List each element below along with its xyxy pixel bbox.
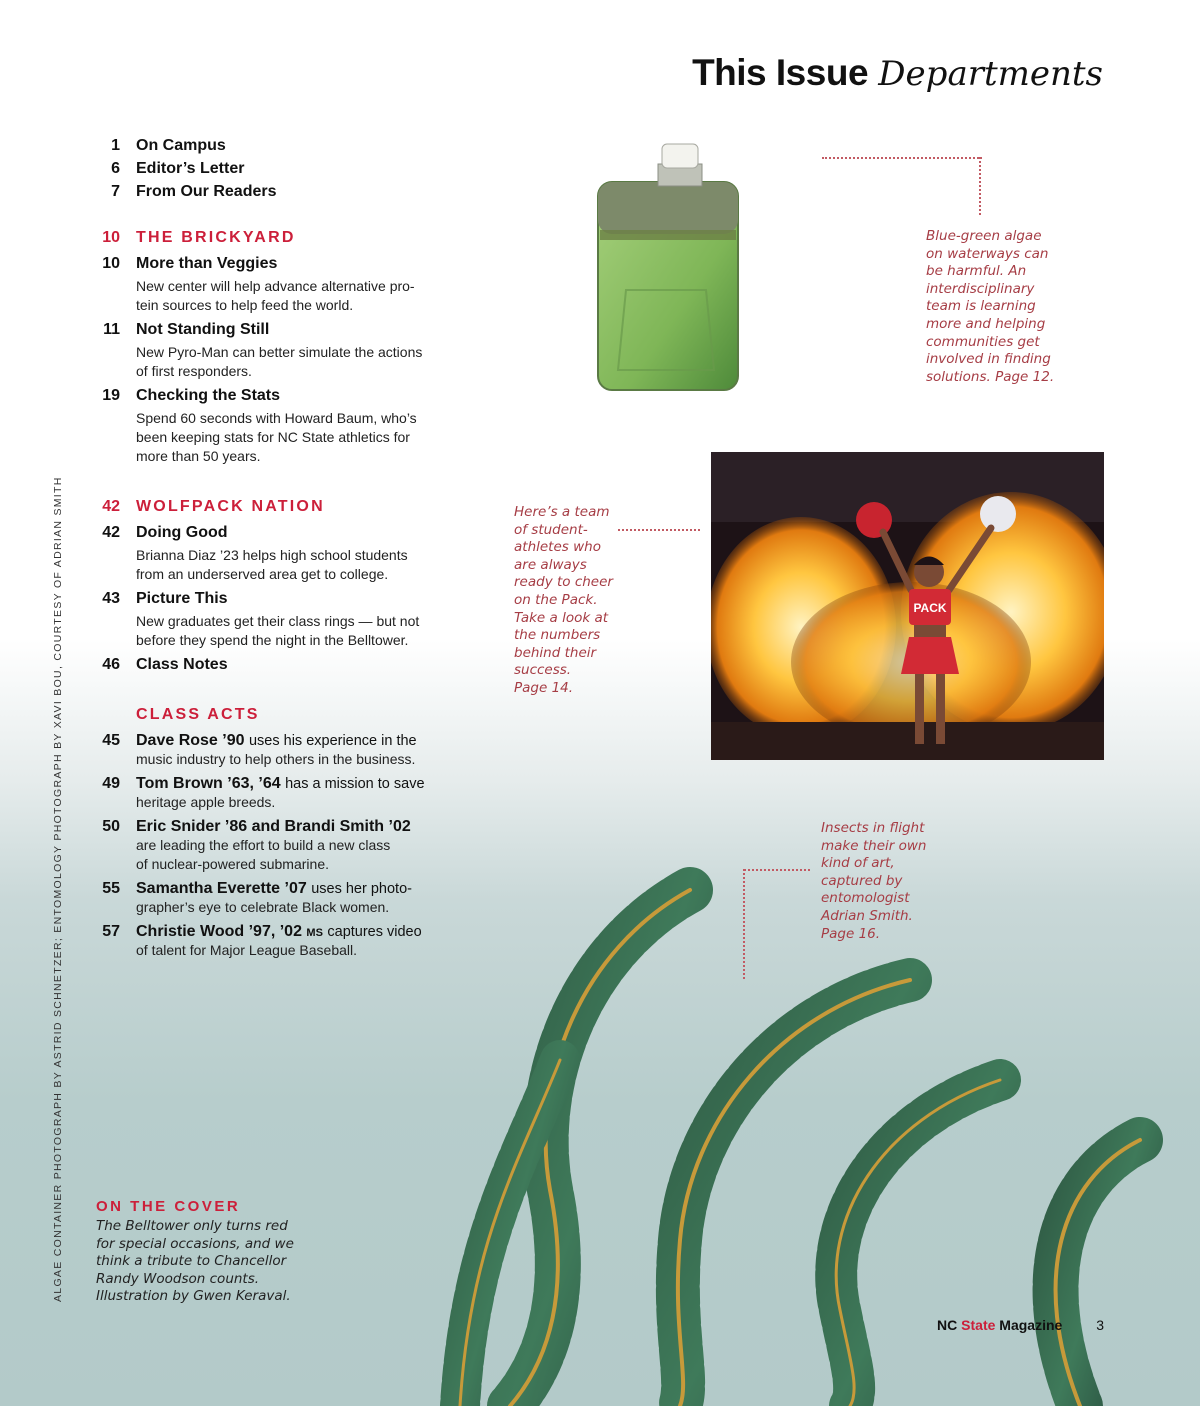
- algae-container-image: [596, 140, 746, 395]
- caption-line: Blue-green algae: [926, 228, 1042, 244]
- footer-magazine: Magazine: [999, 1317, 1063, 1333]
- page-number: 42: [102, 498, 120, 515]
- footer-state: State: [961, 1317, 996, 1333]
- toc-item[interactable]: [90, 134, 470, 157]
- toc-title: Picture This: [136, 590, 228, 607]
- caption-cheer: [514, 504, 613, 698]
- page-number: 19: [102, 387, 120, 404]
- desc-line: Brianna Diaz ’23 helps high school students: [136, 547, 408, 563]
- alumni-name: Eric Snider ’86 and Brandi Smith ’02: [136, 818, 411, 835]
- connector-line: [979, 157, 981, 215]
- toc-item[interactable]: [90, 880, 470, 917]
- connector-line: [618, 529, 700, 531]
- caption-line: on waterways can: [926, 245, 1049, 262]
- caption-algae: [926, 228, 1054, 386]
- caption-line: team is learning: [926, 298, 1036, 315]
- page-number: 11: [103, 321, 120, 338]
- caption-line: are always: [514, 556, 587, 573]
- toc-description: grapher’s eye to celebrate Black women.: [136, 899, 390, 915]
- cover-text: [96, 1218, 294, 1306]
- toc-description: uses her photo-: [311, 881, 412, 897]
- title-bold: This Issue: [692, 52, 869, 93]
- toc-item[interactable]: [90, 775, 470, 812]
- toc-description: music industry to help others in the business.: [136, 751, 416, 767]
- cheerleader-photo: [711, 452, 1104, 760]
- page-number: 1: [111, 137, 120, 154]
- caption-line: interdisciplinary: [926, 280, 1035, 297]
- section-heading-class-acts[interactable]: [90, 706, 470, 724]
- footer: [937, 1317, 1104, 1333]
- section-title: WOLFPACK NATION: [136, 498, 325, 515]
- toc-title: From Our Readers: [136, 183, 277, 200]
- toc-item[interactable]: [90, 321, 470, 381]
- caption-line: entomologist: [821, 890, 910, 907]
- caption-line: communities get: [926, 333, 1040, 350]
- toc-description: uses his experience in the: [248, 733, 417, 749]
- desc-line: tein sources to help feed the world.: [136, 297, 354, 313]
- caption-line: involved in finding: [926, 351, 1051, 368]
- desc-line: New graduates get their class rings — but not: [136, 613, 420, 629]
- caption-line: behind their: [514, 644, 597, 661]
- degree-label: MS: [306, 927, 323, 939]
- toc-title: Editor’s Letter: [136, 160, 245, 177]
- alumni-name: Samantha Everette ’07: [136, 880, 307, 897]
- toc-description: heritage apple breeds.: [136, 794, 276, 810]
- page-number: 55: [102, 880, 120, 897]
- caption-line: be harmful. An: [926, 263, 1027, 280]
- cover-line: think a tribute to Chancellor: [96, 1253, 287, 1270]
- table-of-contents: [90, 134, 470, 960]
- caption-line: on the Pack.: [514, 591, 598, 608]
- cover-line: The Belltower only turns red: [96, 1218, 288, 1234]
- toc-item[interactable]: [90, 923, 470, 960]
- connector-line: [822, 157, 982, 159]
- toc-description: are leading the effort to build a new class: [136, 837, 391, 853]
- desc-line: of first responders.: [136, 363, 252, 379]
- page-number: 50: [102, 818, 120, 835]
- page-number: 3: [1096, 1317, 1104, 1333]
- alumni-name: Tom Brown ’63, ’64: [136, 775, 281, 792]
- cover-heading: ON THE COVER: [96, 1198, 241, 1215]
- toc-description: [136, 343, 470, 381]
- page-number: 6: [111, 160, 120, 177]
- caption-line: Page 16.: [821, 925, 881, 942]
- desc-line: before they spend the night in the Belltower.: [136, 632, 409, 648]
- toc-item[interactable]: [90, 157, 470, 180]
- desc-line: New Pyro-Man can better simulate the actions: [136, 344, 423, 360]
- desc-line: Spend 60 seconds with Howard Baum, who’s: [136, 410, 417, 426]
- caption-line: Take a look at: [514, 609, 609, 626]
- toc-title: On Campus: [136, 137, 226, 154]
- toc-item[interactable]: [90, 524, 470, 584]
- footer-nc: NC: [937, 1317, 958, 1333]
- cover-line: for special occasions, and we: [96, 1235, 294, 1252]
- page-number: 46: [102, 656, 120, 673]
- desc-line: New center will help advance alternative pro-: [136, 278, 415, 294]
- page-number: 57: [102, 923, 120, 940]
- toc-description: of talent for Major League Baseball.: [136, 942, 358, 958]
- toc-description: [136, 612, 470, 650]
- toc-item[interactable]: [90, 387, 470, 466]
- toc-title: Class Notes: [136, 656, 228, 673]
- shirt-text: PACK: [913, 601, 947, 615]
- toc-item[interactable]: [90, 590, 470, 650]
- toc-item[interactable]: [90, 180, 470, 203]
- page-number: 7: [111, 183, 120, 200]
- toc-title: Doing Good: [136, 524, 228, 541]
- caption-line: more and helping: [926, 315, 1046, 332]
- caption-line: athletes who: [514, 539, 601, 556]
- desc-line: more than 50 years.: [136, 448, 261, 464]
- page-number: 42: [102, 524, 120, 541]
- section-title: THE BRICKYARD: [136, 229, 296, 246]
- toc-description: [136, 409, 470, 466]
- caption-line: Insects in flight: [821, 820, 925, 836]
- cover-line: Randy Woodson counts.: [96, 1270, 260, 1287]
- toc-item[interactable]: [90, 732, 470, 769]
- caption-line: Here’s a team: [514, 504, 610, 520]
- toc-description: [136, 546, 470, 584]
- section-title: CLASS ACTS: [136, 706, 260, 723]
- toc-item[interactable]: [90, 656, 470, 674]
- page-number: 45: [102, 732, 120, 749]
- page-number: 49: [102, 775, 120, 792]
- title-italic: Departments: [878, 54, 1103, 94]
- toc-item[interactable]: [90, 255, 470, 315]
- cover-line: Illustration by Gwen Keraval.: [96, 1288, 291, 1305]
- toc-title: Checking the Stats: [136, 387, 281, 404]
- page-number: 10: [102, 255, 120, 272]
- desc-line: been keeping stats for NC State athletics for: [136, 429, 410, 445]
- caption-line: make their own: [821, 837, 927, 854]
- toc-description: captures video: [327, 924, 422, 940]
- section-heading-wolfpack[interactable]: [90, 498, 470, 516]
- caption-line: Adrian Smith.: [821, 907, 913, 924]
- desc-line: from an underserved area get to college.: [136, 566, 389, 582]
- caption-line: Page 14.: [514, 679, 574, 696]
- caption-line: success.: [514, 662, 572, 679]
- caption-line: ready to cheer: [514, 574, 613, 591]
- caption-line: solutions. Page 12.: [926, 368, 1055, 385]
- caption-line: the numbers: [514, 627, 601, 644]
- photo-credit: ALGAE CONTAINER PHOTOGRAPH BY ASTRID SCHNETZER; ENTOMOLOGY PHOTOGRAPH BY XAVI BOU, COURTESY OF ADRIAN SMITH: [52, 476, 64, 1302]
- caption-line: captured by: [821, 872, 903, 889]
- page-number: 10: [102, 229, 120, 246]
- toc-title: More than Veggies: [136, 255, 278, 272]
- section-heading-brickyard[interactable]: [90, 229, 470, 247]
- page-title: [692, 52, 1103, 94]
- page-number: 43: [102, 590, 120, 607]
- toc-description: of nuclear-powered submarine.: [136, 856, 329, 872]
- toc-description: has a mission to save: [285, 776, 425, 792]
- alumni-name: Dave Rose ’90: [136, 732, 245, 749]
- toc-title: Not Standing Still: [136, 321, 270, 338]
- alumni-name: Christie Wood ’97, ’02: [136, 923, 302, 940]
- caption-line: of student-: [514, 521, 588, 538]
- caption-line: kind of art,: [821, 855, 895, 872]
- toc-description: [136, 277, 470, 315]
- toc-item[interactable]: [90, 818, 470, 874]
- cover-note: [96, 1198, 294, 1306]
